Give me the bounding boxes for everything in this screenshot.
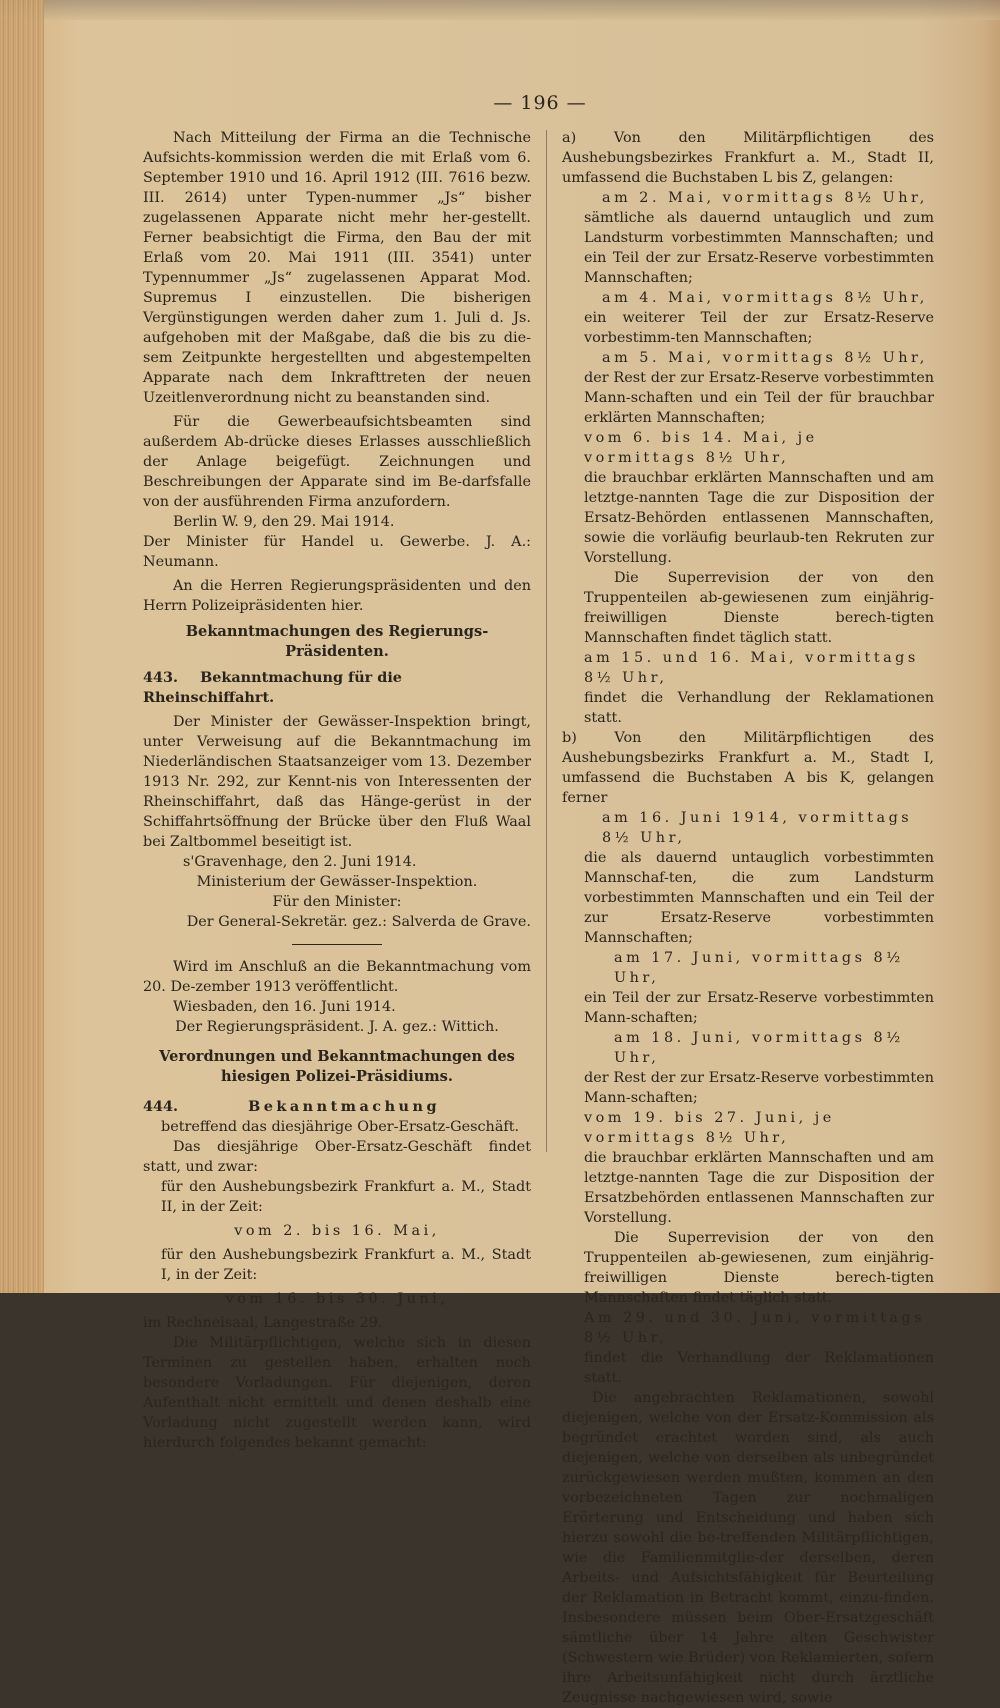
schedule-date: am 4. Mai, vormittags 8½ Uhr,	[602, 290, 928, 306]
notice-number: 443.	[143, 669, 179, 686]
schedule-date: vom 6. bis 14. Mai, je vormittags 8½ Uhr,	[584, 430, 818, 466]
schedule-text: die brauchbar erklärten Mannschaften und am letztge-nannten Tage die zur Disposition der Ersatzbehörden entlassenen Mannschaften zur Vorstellung.	[584, 1150, 934, 1226]
paragraph: für den Aushebungsbezirk Frankfurt a. M., Stadt II, in der Zeit:	[161, 1179, 531, 1215]
schedule-text: der Rest der zur Ersatz-Reserve vorbestimmten Mann-schaften;	[584, 1070, 934, 1106]
paragraph: für den Aushebungsbezirk Frankfurt a. M., Stadt I, in der Zeit:	[161, 1247, 531, 1283]
right-column	[562, 128, 934, 1708]
paragraph: Der Minister der Gewässer-Inspektion bringt, unter Verweisung auf die Bekanntmachung im Niederländischen Staatsanzeiger vom 13. Dezember 1913 Nr. 292, zur Kennt-nis von Interessenten der Rheinschiffahrt, daß das Hänge-gerüst in der Schiffahrtsöffnung der Brücke über den Fluß Waal bei Zaltbommel beseitigt ist.	[143, 714, 531, 850]
signature-line: Der Regierungspräsident. J. A. gez.: Wittich.	[175, 1019, 499, 1035]
list-label: a)	[562, 130, 577, 146]
list-text: Von den Militärpflichtigen des Aushebungsbezirks Frankfurt a. M., Stadt I, umfassend die Buchstaben A bis K, gelangen ferner	[562, 730, 935, 806]
schedule-text: ein weiterer Teil der zur Ersatz-Reserve vorbestimm-ten Mannschaften;	[584, 310, 934, 346]
paragraph: Die angebrachten Reklamationen, sowohl diejenigen, welche von der Ersatz-Kommission als begründet erachtet worden sind, als auch diejenigen, welche von derselben als unbegründet zurückgewiesen werden mußten, kommen an den vorbezeichneten Tagen zur nochmaligen Erörterung und Entscheidung und haben sich hierzu sowohl die be-treffenden Militärpflichtigen, wie die Familienmitglie-der derselben, deren Arbeits- und Aufsichtsfähigkeit für Beurteilung der Reklamation in Betracht kommt, einzu-finden. Insbesondere müssen beim Ober-Ersatzgeschäft sämtliche über 14 Jahre alten Geschwister (Schwestern wie Brüder) von Reklamierten, sofern ihre Arbeitsunfähigkeit nicht durch ärztliche Zeugnisse nachgewiesen wird, sowie	[562, 1390, 934, 1706]
list-item	[562, 728, 934, 808]
date-line: Berlin W. 9, den 29. Mai 1914.	[173, 514, 395, 530]
schedule-text: findet die Verhandlung der Reklamationen statt.	[584, 690, 934, 726]
schedule-text: ein Teil der zur Ersatz-Reserve vorbestimmten Mann-schaften;	[584, 990, 934, 1026]
ministry-line: Ministerium der Gewässer-Inspektion.	[196, 874, 478, 890]
scan-top-shadow	[0, 0, 1000, 20]
paragraph: Die Militärpflichtigen, welche sich in diesen Terminen zu gestellen haben, erhalten noch besondere Vorladungen. Für diejenigen, deren Aufenthalt nicht ermittelt und denen deshalb eine Vorladung nicht zugestellt werden kann, wird hierdurch folgendes bekannt gemacht:	[143, 1335, 531, 1451]
location-line: im Rechneisaal, Langestraße 29.	[143, 1315, 383, 1331]
left-column	[143, 128, 531, 1453]
schedule-text: die brauchbar erklärten Mannschaften und am letztge-nannten Tage die zur Disposition der Ersatz-Behörden entlassenen Mannschaften, sowie die vorläufig beurlaub-ten Rekruten zur Vorstellung.	[584, 470, 934, 566]
signature-line: Der Minister für Handel u. Gewerbe. J. A.: Neumann.	[143, 534, 531, 570]
notice-subject: betreffend das diesjährige Ober-Ersatz-Geschäft.	[161, 1119, 520, 1135]
date-range: vom 16. bis 30. Juni,	[225, 1291, 449, 1307]
date-range: vom 2. bis 16. Mai,	[234, 1223, 440, 1239]
section-heading: Verordnungen und Bekanntmachungen des hiesigen Polizei-Präsidiums.	[159, 1048, 515, 1085]
schedule-text: die als dauernd untauglich vorbestimmten Mannschaf-ten, die zum Landsturm vorbestimmten Mannschaften und ein Teil der zur Ersatz-Reserve vorbestimmten Mannschaften;	[584, 850, 934, 946]
list-text: Von den Militärpflichtigen des Aushebungsbezirkes Frankfurt a. M., Stadt II, umfassend die Buchstaben L bis Z, gelangen:	[562, 130, 935, 186]
list-label: b)	[562, 730, 577, 746]
paragraph: Nach Mitteilung der Firma an die Technische Aufsichts-kommission werden die mit Erlaß vom 6. September 1910 und 16. April 1912 (III. 7616 bezw. III. 2614) unter Typen-nummer „Js“ bisher zugelassenen Apparate nicht mehr her-gestellt. Ferner beabsichtigt die Firma, den Bau der mit Erlaß vom 20. Mai 1911 (III. 3541) unter Typennummer „Js“ zugelassenen Apparat Mod. Supremus I einzustellen. Die bisherigen Vergünstigungen werden daher zum 1. Juli d. Js. aufgehoben mit der Maßgabe, daß die bis zu die-sem Zeitpunkte hergestellten und abgestempelten Apparate nach dem Inkrafttreten der neuen Uzeitlenverordnung nicht zu beanstanden sind.	[143, 130, 531, 406]
paragraph: Das diesjährige Ober-Ersatz-Geschäft findet statt, und zwar:	[143, 1139, 531, 1175]
schedule-date: vom 19. bis 27. Juni, je vormittags 8½ Uhr,	[584, 1110, 835, 1146]
column-divider	[546, 130, 547, 1152]
schedule-date: Am 29. und 30. Juni, vormittags 8½ Uhr,	[584, 1310, 926, 1346]
notice-title: Bekanntmachung	[248, 1098, 441, 1115]
paragraph: Für die Gewerbeaufsichtsbeamten sind außerdem Ab-drücke dieses Erlasses ausschließlich der Anlage beigefügt. Zeichnungen und Beschreibungen der Apparate sind im Be-darfsfalle von der ausführenden Firma anzufordern.	[143, 414, 531, 510]
schedule-date: am 2. Mai, vormittags 8½ Uhr,	[602, 190, 928, 206]
addressee: An die Herren Regierungspräsidenten und den Herrn Polizeipräsidenten hier.	[143, 578, 531, 614]
on-behalf-line: Für den Minister:	[272, 894, 402, 910]
separator-rule	[292, 944, 382, 945]
notice-title: Bekanntmachung für die Rheinschiffahrt.	[143, 669, 402, 706]
schedule-date: am 5. Mai, vormittags 8½ Uhr,	[602, 350, 928, 366]
notice-heading	[143, 1097, 531, 1117]
schedule-text: sämtliche als dauernd untauglich und zum Landsturm vorbestimmten Mannschaften; und ein Teil der zur Ersatz-Reserve vorbestimmten Mannschaften;	[584, 210, 934, 286]
schedule-date: am 15. und 16. Mai, vormittags 8½ Uhr,	[584, 650, 919, 686]
page-stack-edge	[0, 0, 44, 1293]
schedule-text: der Rest der zur Ersatz-Reserve vorbestimmten Mann-schaften und ein Teil der für brauchbar erklärten Mannschaften;	[584, 370, 934, 426]
list-item-body	[562, 808, 934, 1388]
schedule-date: am 17. Juni, vormittags 8½ Uhr,	[614, 950, 904, 986]
page-number: — 196 —	[493, 92, 587, 114]
paragraph: Wird im Anschluß an die Bekanntmachung vom 20. De-zember 1913 veröffentlicht.	[143, 959, 531, 995]
section-heading: Bekanntmachungen des Regierungs-Präsidenten.	[185, 623, 489, 660]
schedule-text: Die Superrevision der von den Truppenteilen ab-gewiesenen zum einjährig-freiwilligen Dienste berech-tigten Mannschaften findet täglich statt.	[584, 570, 934, 646]
notice-number: 444.	[143, 1098, 179, 1115]
schedule-text: Die Superrevision der von den Truppenteilen ab-gewiesenen, zum einjährig-freiwilligen Dienste berech-tigten Mannschaften findet täglich statt.	[584, 1230, 934, 1306]
schedule-text: findet die Verhandlung der Reklamationen statt.	[584, 1350, 934, 1386]
notice-heading	[143, 668, 531, 708]
date-line: Wiesbaden, den 16. Juni 1914.	[173, 999, 396, 1015]
list-item	[562, 128, 934, 188]
schedule-date: am 18. Juni, vormittags 8½ Uhr,	[614, 1030, 904, 1066]
signature-line: Der General-Sekretär. gez.: Salverda de Grave.	[186, 914, 531, 930]
list-item-body	[562, 188, 934, 728]
schedule-date: am 16. Juni 1914, vormittags 8½ Uhr,	[602, 810, 913, 846]
date-line: s'Gravenhage, den 2. Juni 1914.	[183, 854, 417, 870]
